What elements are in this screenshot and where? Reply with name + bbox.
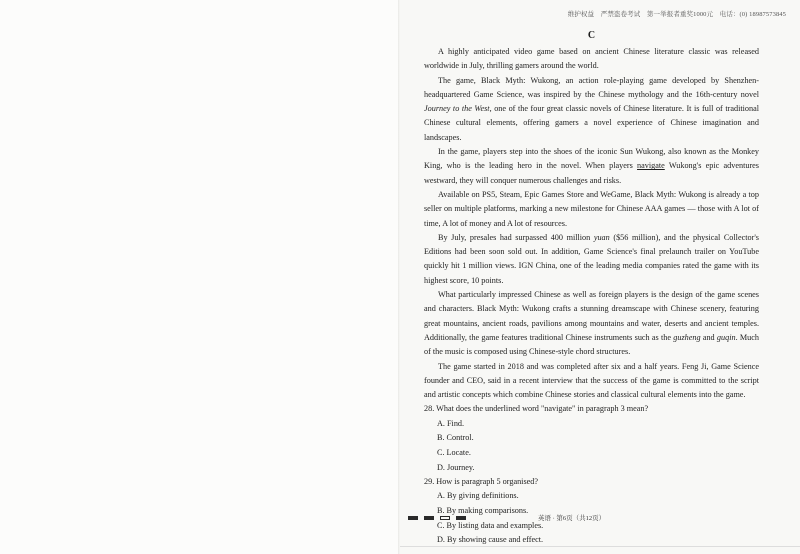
page-number: 英语 · 第6页（共12页） <box>538 515 606 522</box>
paragraph-6: What particularly impressed Chinese as well as foreign players is the design of the game scenes and characters. Black Myth: Wukong crafts a stunning dreamscape with Chinese scenery, featuring great mountains, ancient roads, pavilions among mountains and water, deserts and ancient temples. Additionally, the game features traditional Chinese instruments such as the guzheng and guqin. Much of the music is composed using Chinese-style chord structures. <box>424 290 759 357</box>
underlined-word-navigate: navigate <box>637 161 665 171</box>
paragraph-4: Available on PS5, Steam, Epic Games Store and WeGame, Black Myth: Wukong is already a top seller on multiple platforms, marking a new milestone for Chinese AAA games — those with A lot of time, A lot of money and A lot of resources. <box>424 189 759 228</box>
registration-mark <box>424 516 434 520</box>
page-footer <box>408 515 783 525</box>
paragraph-7: The game started in 2018 and was completed after six and a half years. Feng Ji, Game Science founder and CEO, said in a recent interview that the success of the game is committed to the script and artistic concepts which combine Chinese stories and classical cultural elements into the game. <box>424 361 759 400</box>
option-a[interactable]: A. Find. <box>437 418 465 428</box>
registration-mark <box>408 516 418 520</box>
option-b[interactable]: B. Control. <box>437 433 474 443</box>
option-d[interactable]: D. Journey. <box>437 462 475 472</box>
anti-piracy-header: 维护权益 严禁盗卷考试 第一举报者重奖1000元 电话：(0) 18987573845 <box>567 11 786 18</box>
option-a[interactable]: A. By giving definitions. <box>437 491 519 501</box>
option-c[interactable]: C. By listing data and examples. <box>437 520 544 530</box>
question-28 <box>424 402 759 475</box>
paragraph-2: The game, Black Myth: Wukong, an action role-playing game developed by Shenzhen-headquartered Game Science, was inspired by the Chinese mythology and the 16th-century novel Journey to the West, one of the four great classic novels of Chinese literature. It is full of traditional Chinese cultural elements, offering gamers a novel experience of Chinese imagination and landscapes. <box>424 75 759 142</box>
paragraph-1: A highly anticipated video game based on ancient Chinese literature classic was released worldwide in July, thrilling gamers around the world. <box>424 47 759 71</box>
registration-mark <box>440 516 450 520</box>
option-c[interactable]: C. Locate. <box>437 447 471 457</box>
option-d[interactable]: D. By showing cause and effect. <box>437 535 544 545</box>
paragraph-5: By July, presales had surpassed 400 million yuan ($56 million), and the physical Collector's Editions had been soon sold out. In addition, Game Science's final prelaunch trailer on YouTube quickly hit 1 million views. IGN China, one of the leading media companies rated the game with its highest score, 10 points. <box>424 232 759 285</box>
paragraph-3: In the game, players step into the shoes of the iconic Sun Wukong, also known as the Monkey King, who is the leading hero in the novel. When players navigate Wukong's epic adventures westward, they will conquer numerous challenges and risks. <box>424 147 759 185</box>
page-fold <box>398 0 400 554</box>
option-b[interactable]: B. By making comparisons. <box>437 505 529 515</box>
passage-c <box>424 30 759 548</box>
question-stem: 29. How is paragraph 5 organised? <box>424 477 538 487</box>
bottom-edge <box>400 546 800 547</box>
question-29 <box>424 475 759 548</box>
registration-mark <box>456 516 466 520</box>
question-stem: 28. What does the underlined word "navigate" in paragraph 3 mean? <box>424 404 649 414</box>
section-label: C <box>587 30 596 41</box>
